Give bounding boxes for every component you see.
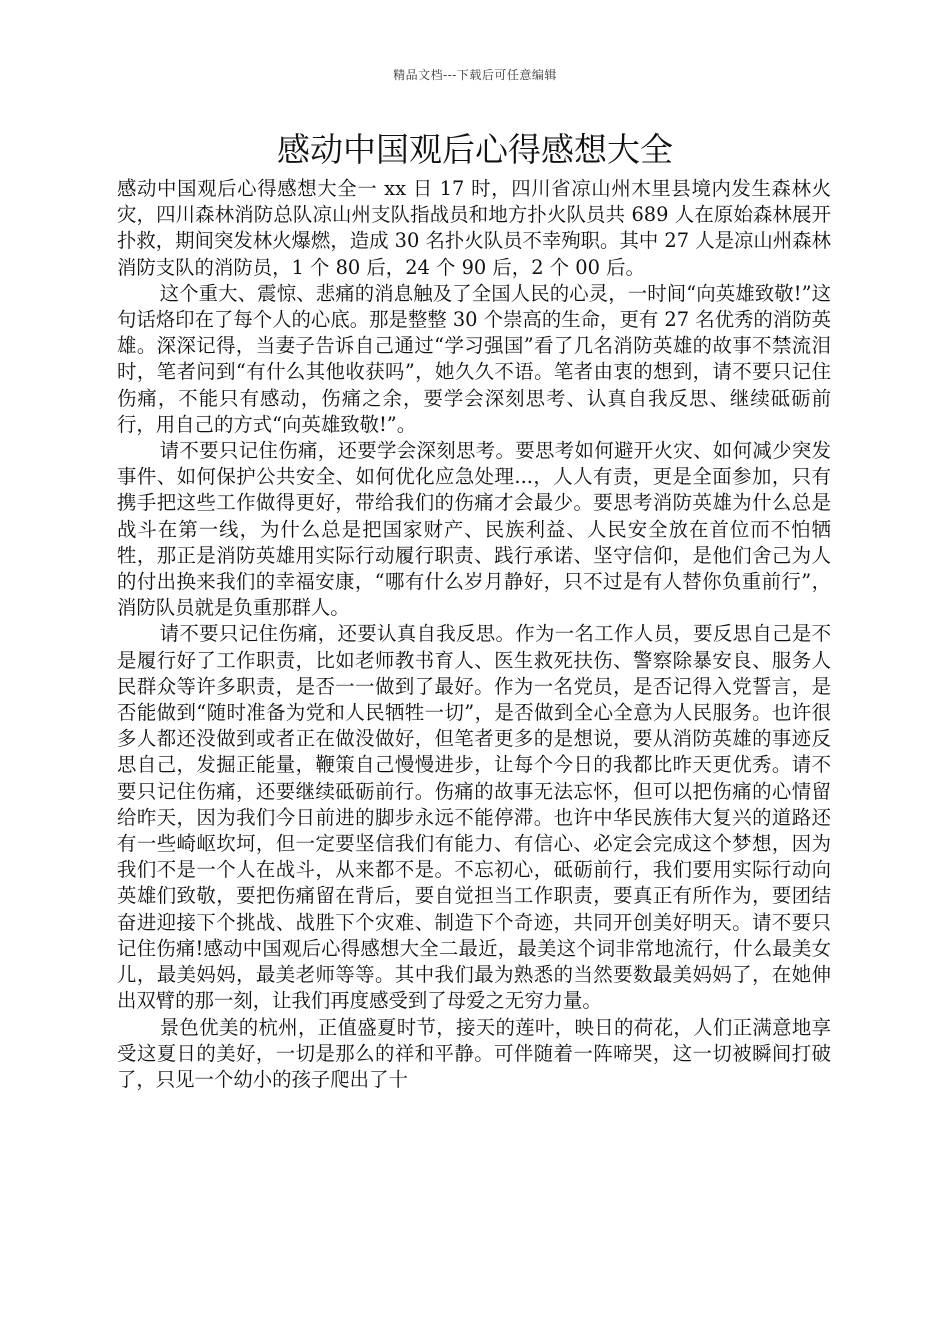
paragraph-2: 这个重大、震惊、悲痛的消息触及了全国人民的心灵，一时间“向英雄致敬!”这句话烙印在了每个人的心底。那是整整 30 个崇高的生命，更有 27 名优秀的消防英雄。深深记得，当妻子告诉自己通过“学习强国”看了几名消防英雄的故事不禁流泪时，笔者问到“有什么其他收获吗”，她久久不语。笔者由衷的想到，请不要只记住伤痛，不能只有感动，伤痛之余，要学会深刻思考、认真自我反思、继续砥砺前行，用自己的方式“向英雄致敬!”。: [117, 281, 831, 436]
paragraph-1: 感动中国观后心得感想大全一 xx 日 17 时，四川省凉山州木里县境内发生森林火灾，四川森林消防总队凉山州支队指战员和地方扑火队员共 689 人在原始森林展开扑救，期间突发林火爆燃，造成 30 名扑火队员不幸殉职。其中 27 人是凉山州森林消防支队的消防员，1 个 80 后，24 个 90 后，2 个 00 后。: [117, 177, 831, 279]
paragraph-4: 请不要只记住伤痛，还要认真自我反思。作为一名工作人员，要反思自己是不是履行好了工作职责，比如老师教书育人、医生救死扶伤、警察除暴安良、服务人民群众等许多职责，是否一一做到了最好。作为一名党员，是否记得入党誓言，是否能做到“随时准备为党和人民牺牲一切”，是否做到全心全意为人民服务。也许很多人都还没做到或者正在做没做好，但笔者更多的是想说，要从消防英雄的事迹反思自己，发掘正能量，鞭策自己慢慢进步，让每个今日的我都比昨天更优秀。请不要只记住伤痛，还要继续砥砺前行。伤痛的故事无法忘怀，但可以把伤痛的心情留给昨天，因为我们今日前进的脚步永远不能停滞。也许中华民族伟大复兴的道路还有一些崎岖坎坷，但一定要坚信我们有能力、有信心、必定会完成这个梦想，因为我们不是一个人在战斗，从来都不是。不忘初心，砥砺前行，我们要用实际行动向英雄们致敬，要把伤痛留在背后，要自觉担当工作职责，要真正有所作为，要团结奋进迎接下个挑战、战胜下个灾难、制造下个奇迹，共同开创美好明天。请不要只记住伤痛!感动中国观后心得感想大全二最近，最美这个词非常地流行，什么最美女儿，最美妈妈，最美老师等等。其中我们最为熟悉的当然要数最美妈妈了，在她伸出双臂的那一刻，让我们再度感受到了母爱之无穷力量。: [117, 622, 831, 1013]
paragraph-5: 景色优美的杭州，正值盛夏时节，接天的莲叶，映日的荷花，人们正满意地享受这夏日的美好，一切是那么的祥和平静。可伴随着一阵啼哭，这一切被瞬间打破了，只见一个幼小的孩子爬出了十: [117, 1015, 831, 1091]
document-body: [117, 176, 831, 1093]
header-note: 精品文档---下载后可任意编辑: [393, 68, 557, 82]
paragraph-3: 请不要只记住伤痛，还要学会深刻思考。要思考如何避开火灾、如何减少突发事件、如何保护公共安全、如何优化应急处理...，人人有责，更是全面参加，只有携手把这些工作做得更好，带给我们的伤痛才会最少。要思考消防英雄为什么总是战斗在第一线，为什么总是把国家财产、民族利益、人民安全放在首位而不怕牺牲，那正是消防英雄用实际行动履行职责、践行承诺、坚守信仰，是他们舍己为人的付出换来我们的幸福安康，“哪有什么岁月静好，只不过是有人替你负重前行”，消防队员就是负重那群人。: [117, 439, 831, 620]
document-title: 感动中国观后心得感想大全: [277, 130, 673, 169]
